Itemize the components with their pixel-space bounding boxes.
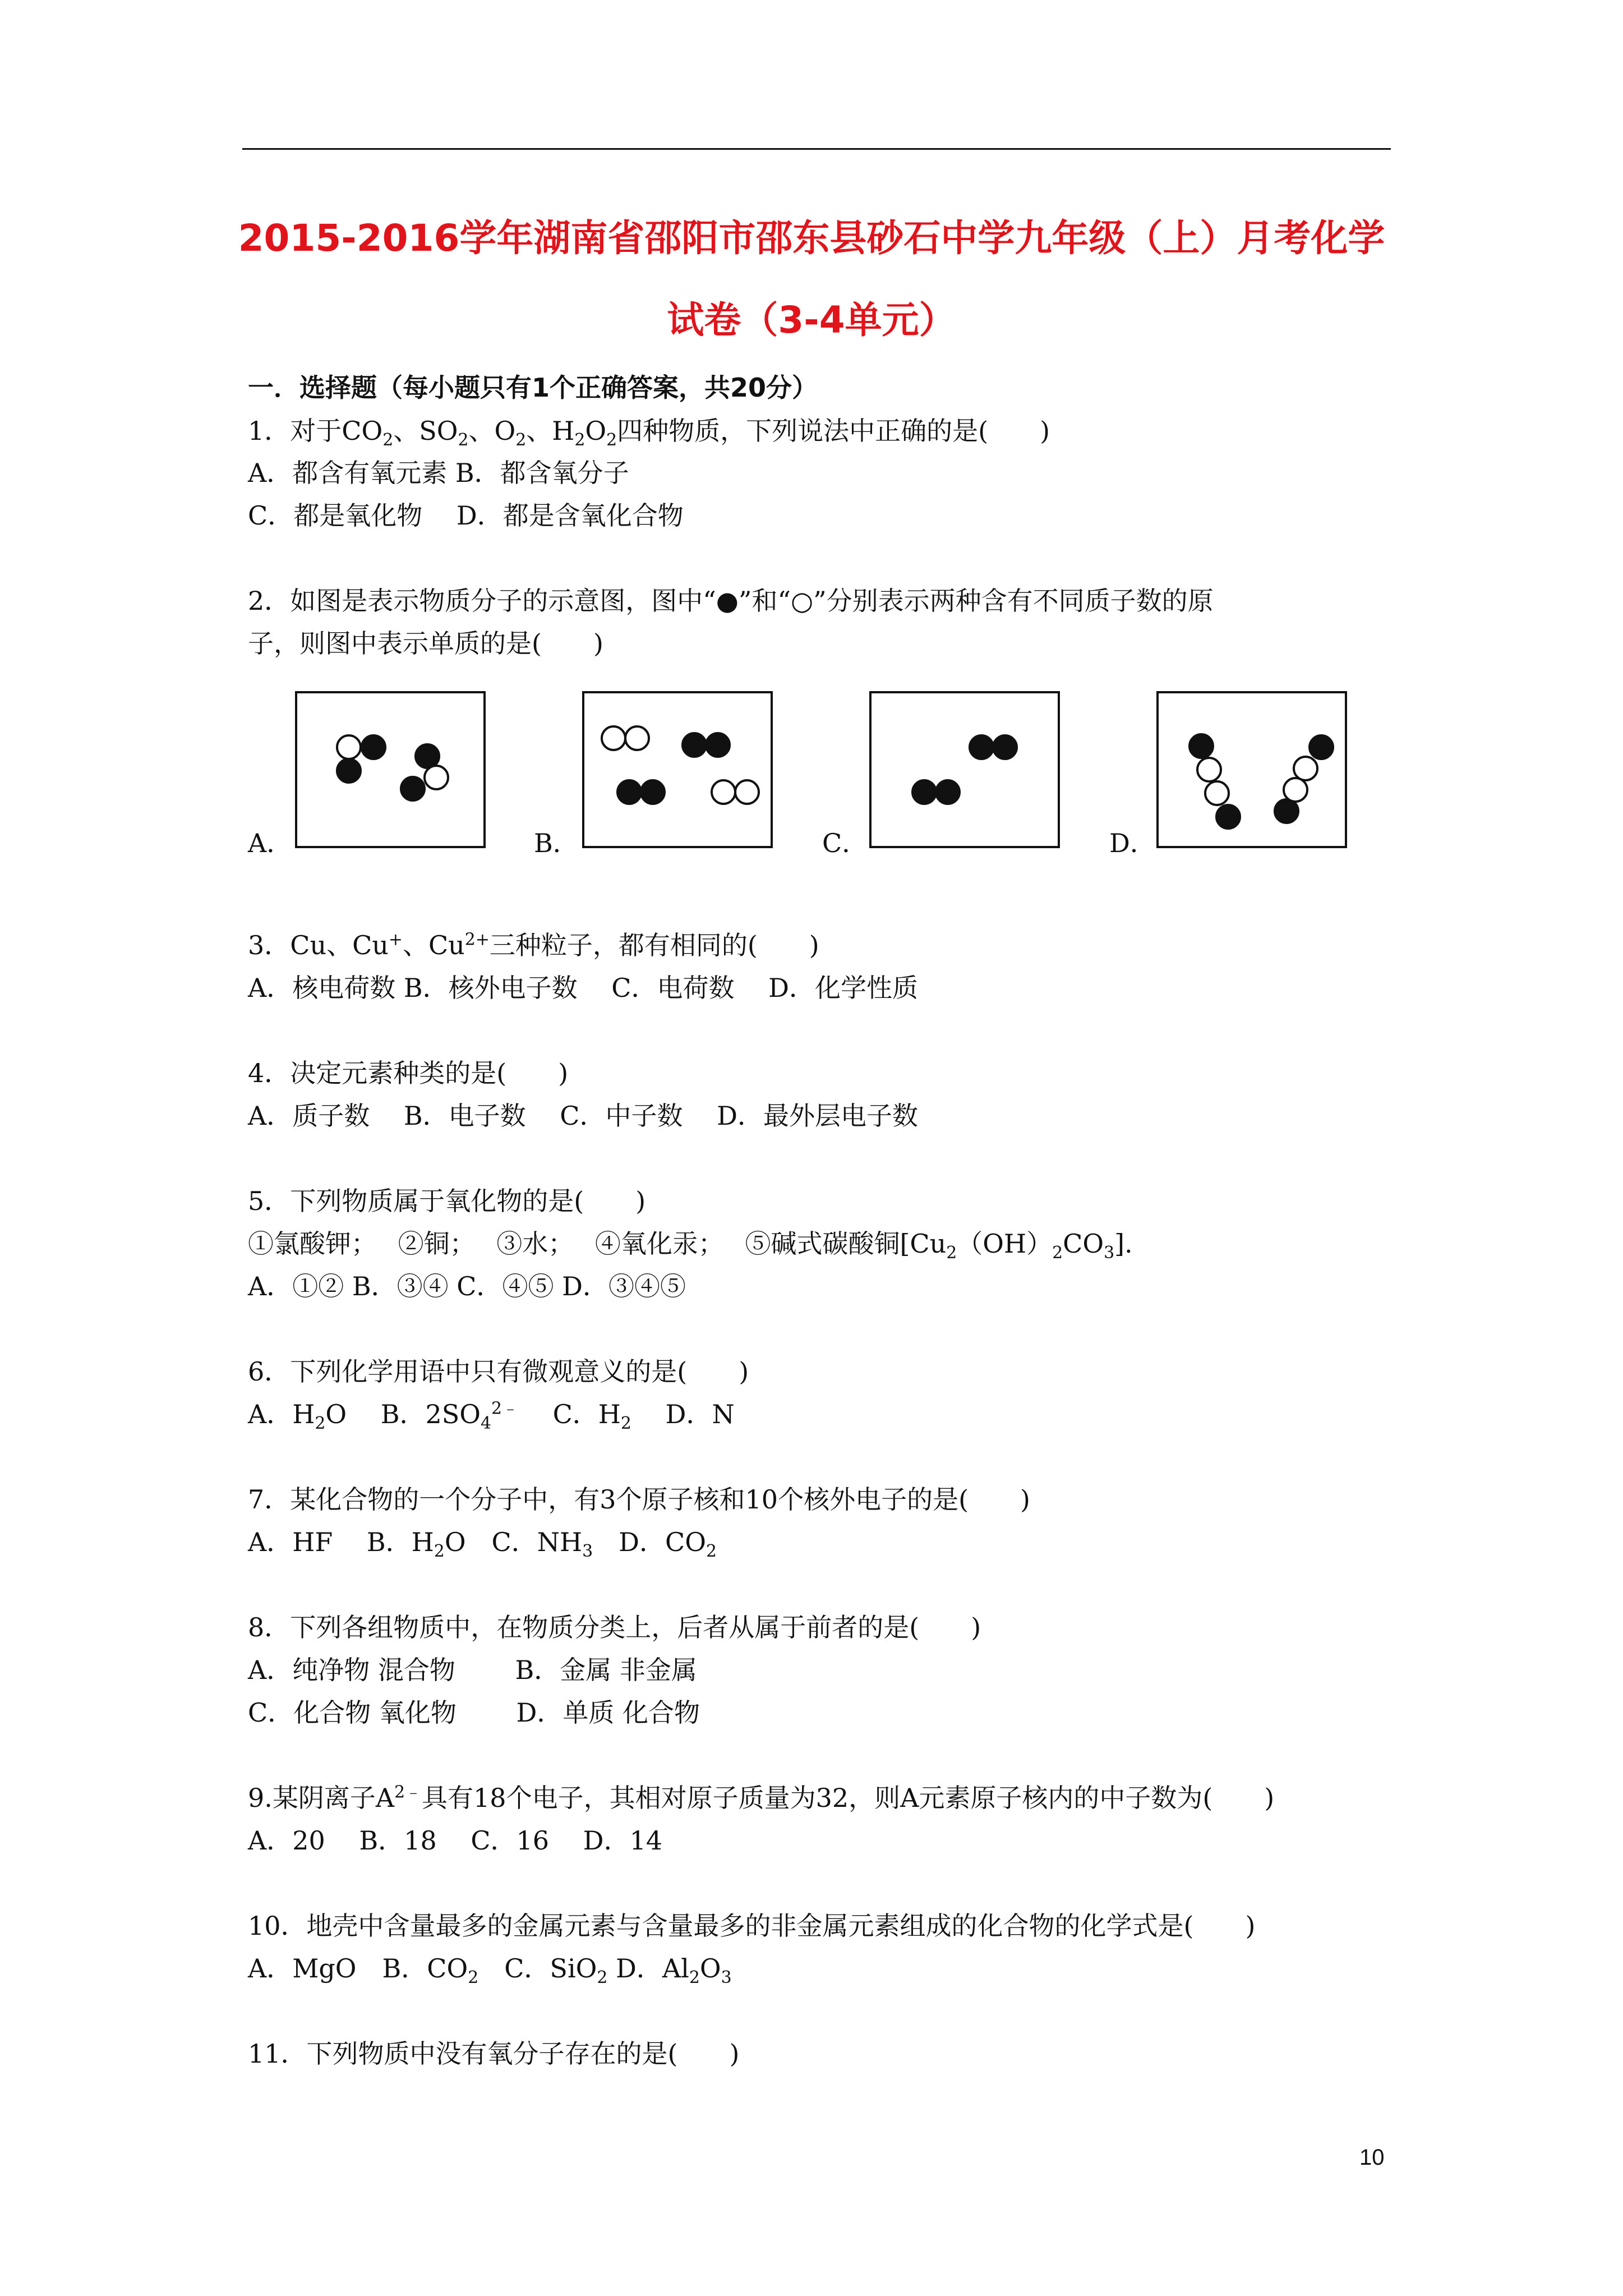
page-title-line1: 2015-2016学年湖南省邵阳市邵东县砂石中学九年级（上）月考化学: [238, 217, 1385, 260]
question-3-stem: 3．Cu、Cu+、$Cu^{2+}$三种粒子，都有相同的( ): [248, 930, 819, 960]
question-8-options-line2: C．化合物 氧化物 D．单质 化合物: [248, 1697, 700, 1728]
question-4-stem: 4．决定元素种类的是( ): [248, 1058, 569, 1088]
question-4-options: A．质子数 B．电子数 C．中子数 D．最外层电子数: [248, 1101, 918, 1131]
figure-d: [1156, 691, 1347, 848]
question-9-stem: 9.某阴离子$A^{2﹣}$具有18个电子，其相对原子质量为32，则A元素原子核内的中子数为( ): [248, 1782, 1275, 1813]
question-6-options: A．$H_2O$ B．$2SO_4^{2﹣}$ C．$H_2$ D．N: [248, 1398, 735, 1434]
question-6-stem: 6．下列化学用语中只有微观意义的是( ): [248, 1356, 749, 1387]
question-11-stem: 11．下列物质中没有氧分子存在的是( ): [248, 2039, 740, 2069]
question-2-stem-line1: 2．如图是表示物质分子的示意图，图中“●”和“○”分别表示两种含有不同质子数的原: [248, 586, 1214, 616]
figure-b-label: B．: [534, 828, 579, 858]
question-2-stem-line2: 子，则图中表示单质的是( ): [248, 628, 603, 659]
figure-c: [869, 691, 1060, 848]
question-10-stem: 10．地壳中含量最多的金属元素与含量最多的非金属元素组成的化合物的化学式是( ): [248, 1911, 1256, 1941]
question-8-stem: 8．下列各组物质中，在物质分类上，后者从属于前者的是( ): [248, 1612, 981, 1642]
header-rule: [242, 148, 1391, 150]
question-7-stem: 7．某化合物的一个分子中，有3个原子核和10个核外电子的是( ): [248, 1484, 1030, 1515]
question-3-options: A．核电荷数 B．核外电子数 C．电荷数 D．化学性质: [248, 973, 918, 1003]
page-number: 10: [1359, 2145, 1385, 2170]
question-1-options-line2: C．都是氧化物 D．都是含氧化合物: [248, 500, 684, 531]
question-5-items: ①氯酸钾； ②铜； ③水； ④氧化汞； ⑤碱式碳酸铜$[Cu_2(OH)_2CO_3]$.: [248, 1228, 1133, 1263]
question-10-options: A．MgO B．$CO_2$ C．SiO$_2$ D．$Al_2O_3$: [248, 1953, 732, 1988]
figure-d-label: D．: [1109, 828, 1156, 858]
figure-b: [582, 691, 773, 848]
figure-a-label: A．: [248, 828, 293, 858]
figure-a: [295, 691, 486, 848]
question-5-stem: 5．下列物质属于氧化物的是( ): [248, 1186, 646, 1216]
page-title-line2: 试卷（3-4单元）: [667, 298, 956, 342]
question-5-options: A．①② B．③④ C．④⑤ D．③④⑤: [248, 1271, 686, 1301]
section-heading: 一．选择题（每小题只有1个正确答案，共20分）: [248, 372, 818, 403]
question-9-options: A．20 B．18 C．16 D．14: [248, 1825, 663, 1856]
question-7-options: A．HF B．$H_2O$ C．$NH_3$ D．$CO_2$: [248, 1527, 717, 1562]
question-8-options-line1: A．纯净物 混合物 B．金属 非金属: [248, 1655, 697, 1685]
question-1-stem: 1．对于$CO_2$、$SO_2$、$O_2$、$H_2O_2$四种物质，下列说法中正确的是( ): [248, 416, 1050, 450]
figure-c-label: C．: [822, 828, 868, 858]
question-1-options-line1: A．都含有氧元素 B．都含氧分子: [248, 458, 629, 488]
